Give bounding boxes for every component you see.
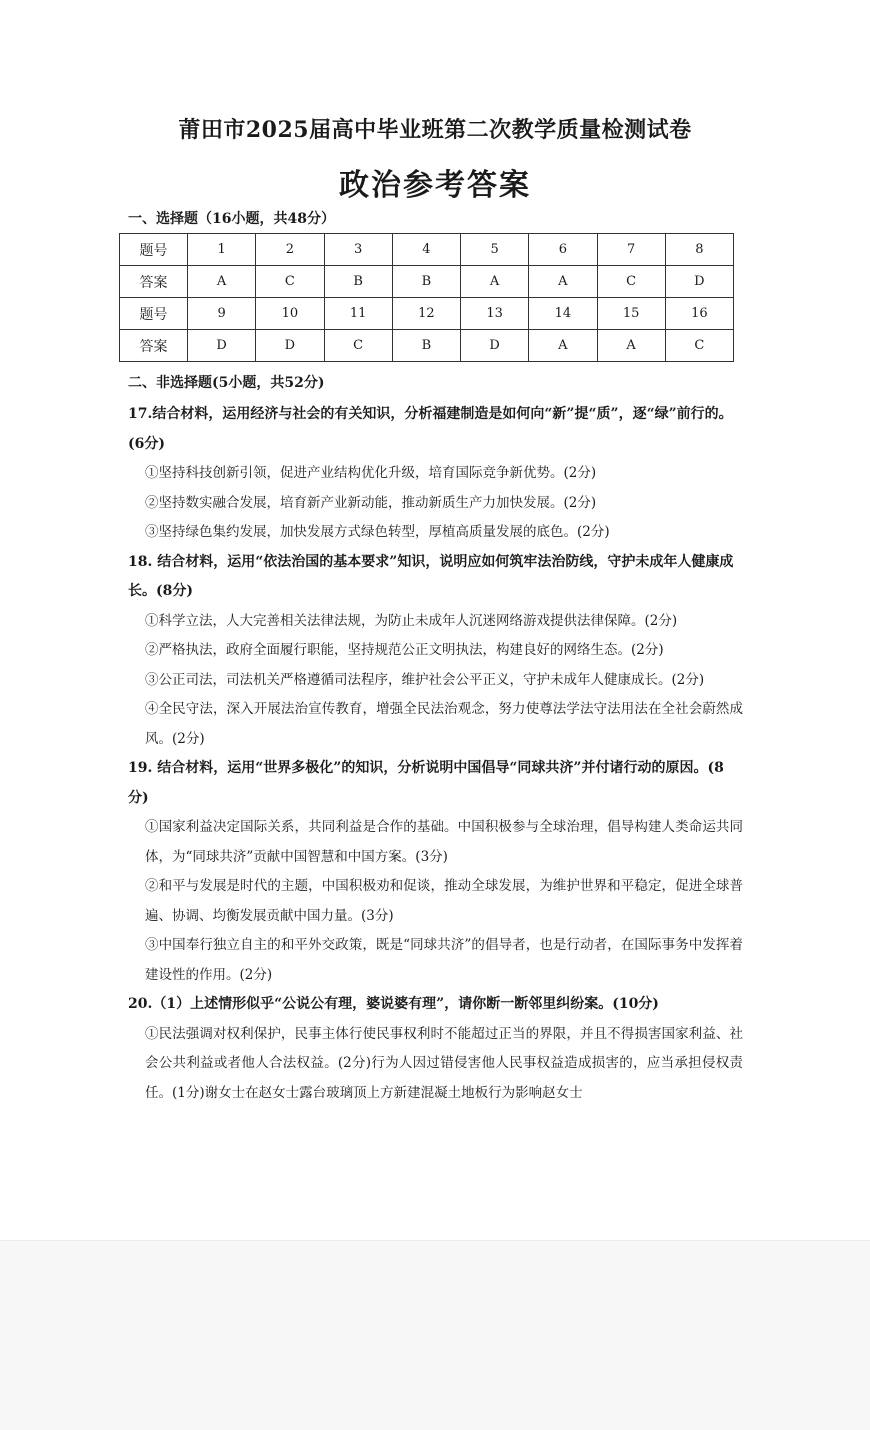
blank-bottom-area <box>0 1240 870 1430</box>
table-cell: B <box>392 330 460 362</box>
answer-item: ③中国奉行独立自主的和平外交政策，既是“同球共济”的倡导者，也是行动者，在国际事务中发挥着建设性的作用。(2分) <box>145 937 743 983</box>
table-cell: C <box>324 330 392 362</box>
section-1-heading: 一、选择题（16小题，共48分） <box>128 211 335 227</box>
table-cell: 3 <box>324 234 392 266</box>
table-cell: 8 <box>665 234 733 266</box>
answer-table <box>119 233 734 362</box>
table-cell: 4 <box>392 234 460 266</box>
question-18: 18. 结合材料，运用“依法治国的基本要求”知识，说明应如何筑牢法治防线，守护未成年人健康成长。(8分) <box>128 553 734 599</box>
table-cell: 15 <box>597 298 665 330</box>
answer-item: ④全民守法，深入开展法治宣传教育，增强全民法治观念，努力使尊法学法守法用法在全社会蔚然成风。(2分) <box>145 701 743 747</box>
table-cell: 题号 <box>120 234 188 266</box>
answer-item: ③坚持绿色集约发展，加快发展方式绿色转型，厚植高质量发展的底色。(2分) <box>145 524 610 540</box>
table-cell: 14 <box>529 298 597 330</box>
table-cell: 题号 <box>120 298 188 330</box>
answer-item: ①国家利益决定国际关系，共同利益是合作的基础。中国积极参与全球治理，倡导构建人类命运共同体，为“同球共济”贡献中国智慧和中国方案。(3分) <box>145 819 743 865</box>
section-2-heading: 二、非选择题(5小题，共52分) <box>128 375 325 391</box>
table-row <box>120 298 734 330</box>
table-cell: D <box>188 330 256 362</box>
table-cell: 答案 <box>120 330 188 362</box>
table-cell: D <box>461 330 529 362</box>
question-19: 19. 结合材料，运用“世界多极化”的知识，分析说明中国倡导“同球共济”并付诸行动的原因。(8分) <box>128 760 724 806</box>
table-cell: 16 <box>665 298 733 330</box>
table-cell: 10 <box>256 298 324 330</box>
answer-key-title: 政治参考答案 <box>339 168 531 203</box>
table-row <box>120 234 734 266</box>
table-cell: 12 <box>392 298 460 330</box>
table-cell: 7 <box>597 234 665 266</box>
table-cell: 5 <box>461 234 529 266</box>
table-cell: 9 <box>188 298 256 330</box>
answer-item: ②坚持数实融合发展，培育新产业新动能，推动新质生产力加快发展。(2分) <box>145 494 597 511</box>
table-cell: C <box>665 330 733 362</box>
answer-item: ③公正司法，司法机关严格遵循司法程序，维护社会公平正义，守护未成年人健康成长。(2分) <box>145 671 705 688</box>
table-cell: 13 <box>461 298 529 330</box>
table-cell: C <box>597 266 665 298</box>
table-cell: A <box>529 330 597 362</box>
table-cell: A <box>461 266 529 298</box>
answers-content <box>128 400 743 1108</box>
question-20: 20.（1）上述情形似乎“公说公有理，婆说婆有理”，请你断一断邻里纠纷案。(10分) <box>128 996 659 1012</box>
table-cell: 11 <box>324 298 392 330</box>
table-cell: D <box>665 266 733 298</box>
table-cell: C <box>256 266 324 298</box>
table-cell: B <box>392 266 460 298</box>
table-row <box>120 330 734 362</box>
exam-title: 莆田市2025届高中毕业班第二次教学质量检测试卷 <box>178 117 692 143</box>
answer-item: ①坚持科技创新引领，促进产业结构优化升级，培育国际竞争新优势。(2分) <box>145 465 597 481</box>
answer-item: ①科学立法，人大完善相关法律法规，为防止未成年人沉迷网络游戏提供法律保障。(2分) <box>145 612 678 629</box>
table-cell: 6 <box>529 234 597 266</box>
table-cell: 2 <box>256 234 324 266</box>
question-17: 17.结合材料，运用经济与社会的有关知识，分析福建制造是如何向“新”提“质”，逐“绿”前行的。(6分) <box>128 406 733 452</box>
table-cell: A <box>188 266 256 298</box>
table-cell: D <box>256 330 324 362</box>
answer-item: ②严格执法，政府全面履行职能，坚持规范公正文明执法，构建良好的网络生态。(2分) <box>145 642 664 658</box>
table-cell: 1 <box>188 234 256 266</box>
table-cell: B <box>324 266 392 298</box>
answer-item: ①民法强调对权利保护，民事主体行使民事权利时不能超过正当的界限，并且不得损害国家利益、社会公共利益或者他人合法权益。(2分)行为人因过错侵害他人民事权益造成损害的，应当承担侵权责任。(1分)谢女士在赵女士露台玻璃顶上方新建混凝土地板行为影响赵女士 <box>145 1025 743 1101</box>
table-cell: A <box>529 266 597 298</box>
table-row <box>120 266 734 298</box>
table-cell: 答案 <box>120 266 188 298</box>
table-cell: A <box>597 330 665 362</box>
answer-item: ②和平与发展是时代的主题，中国积极劝和促谈，推动全球发展，为维护世界和平稳定，促进全球普遍、协调、均衡发展贡献中国力量。(3分) <box>145 878 743 924</box>
